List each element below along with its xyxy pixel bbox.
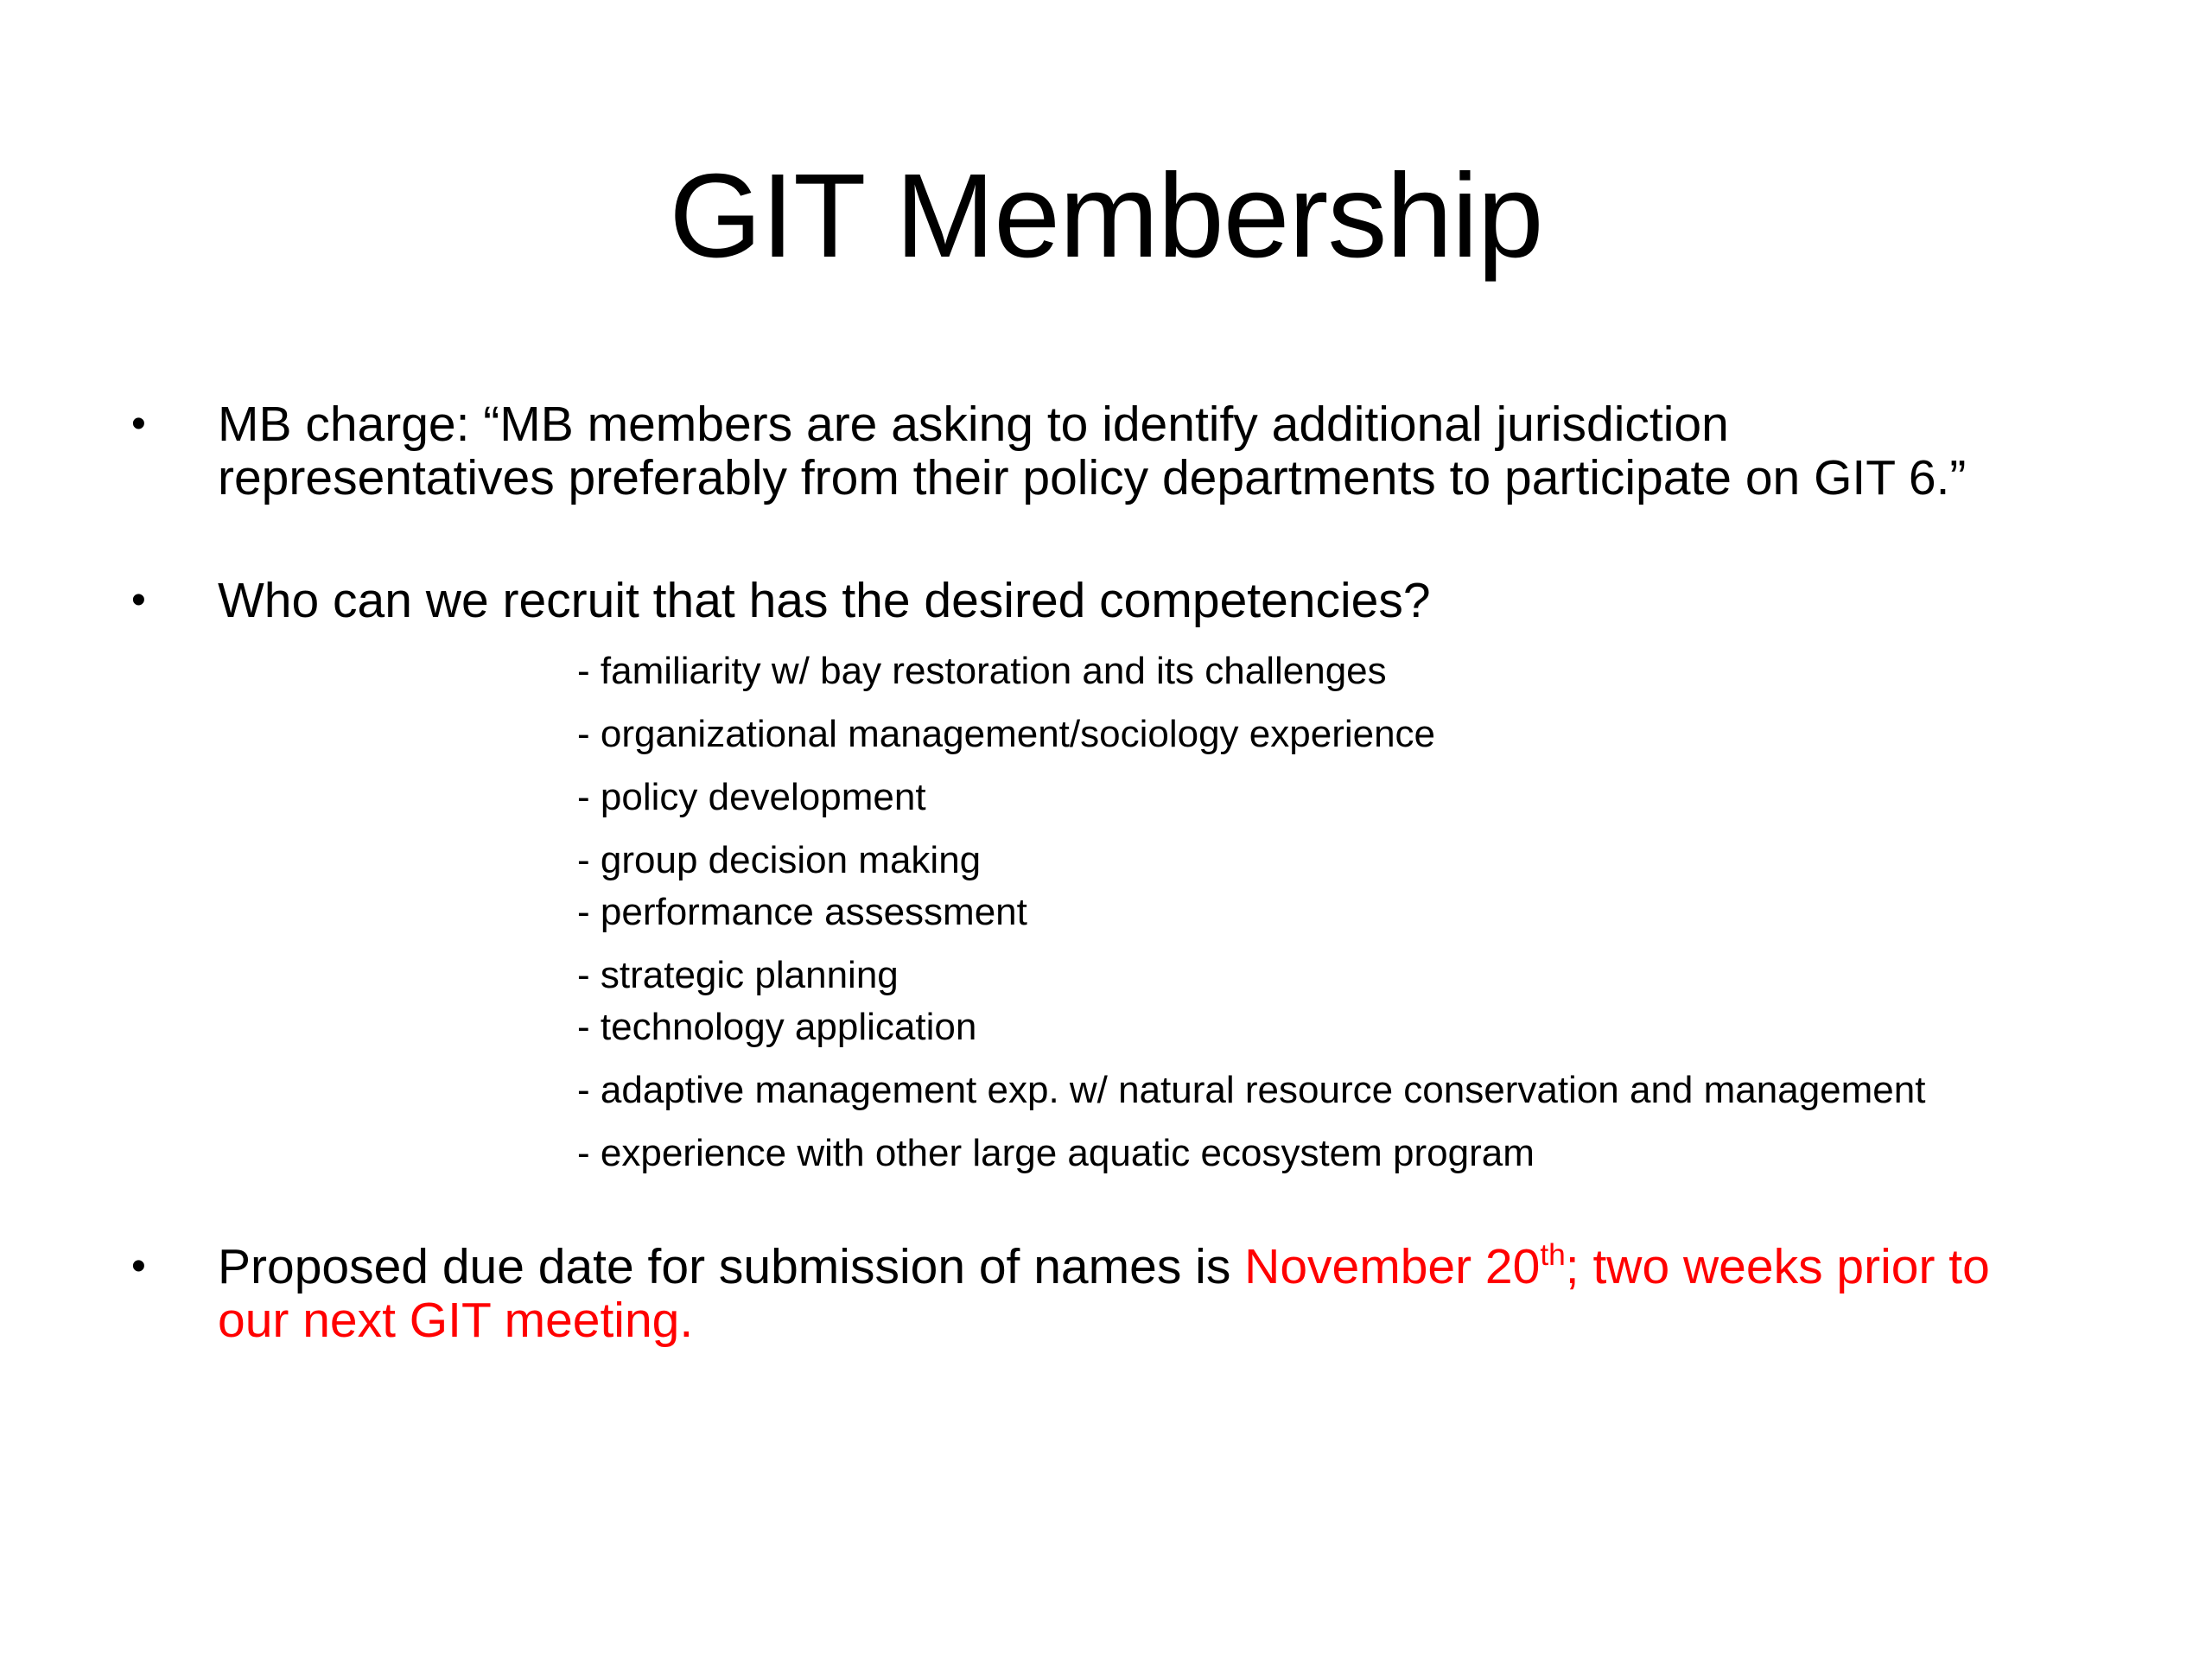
competency-item: - adaptive management exp. w/ natural resource conservation and management <box>577 1069 1926 1111</box>
bullet-recruit-question-line-1: Who can we recruit that has the desired competencies? <box>218 573 1431 628</box>
bullet-due-date-line-1 <box>218 1237 2153 1294</box>
bullet-recruit-question <box>218 574 2153 627</box>
bullet-marker-2: • <box>131 577 146 623</box>
competency-item: - technology application <box>577 1006 977 1048</box>
due-date-highlight-tail: ; two weeks prior to <box>1565 1239 1990 1294</box>
competency-item: - policy development <box>577 776 926 818</box>
due-date-highlight: November 20 <box>1244 1239 1541 1294</box>
bullet-due-date-line-2: our next GIT meeting. <box>218 1293 694 1348</box>
competency-item: - strategic planning <box>577 954 899 996</box>
competency-item: - familiarity w/ bay restoration and its challenges <box>577 650 1387 692</box>
due-date-lead-text: Proposed due date for submission of names is <box>218 1239 1245 1294</box>
bullet-mb-charge-line-1: MB charge: “MB members are asking to identify additional jurisdiction <box>218 397 1729 452</box>
bullet-marker-1: • <box>131 401 146 447</box>
bullet-marker-3: • <box>131 1243 146 1289</box>
bullet-mb-charge <box>218 397 2153 505</box>
competency-item: - performance assessment <box>577 891 1027 933</box>
competency-item: - group decision making <box>577 839 982 881</box>
bullet-mb-charge-line-2: representatives preferably from their policy departments to participate on GIT 6.” <box>218 450 1967 505</box>
due-date-ordinal-suffix: th <box>1540 1237 1566 1272</box>
competency-item: - experience with other large aquatic ecosystem program <box>577 1132 1535 1174</box>
slide-title: GIT Membership <box>669 149 1543 283</box>
competency-item: - organizational management/sociology experience <box>577 713 1436 755</box>
bullet-due-date <box>218 1237 2153 1348</box>
